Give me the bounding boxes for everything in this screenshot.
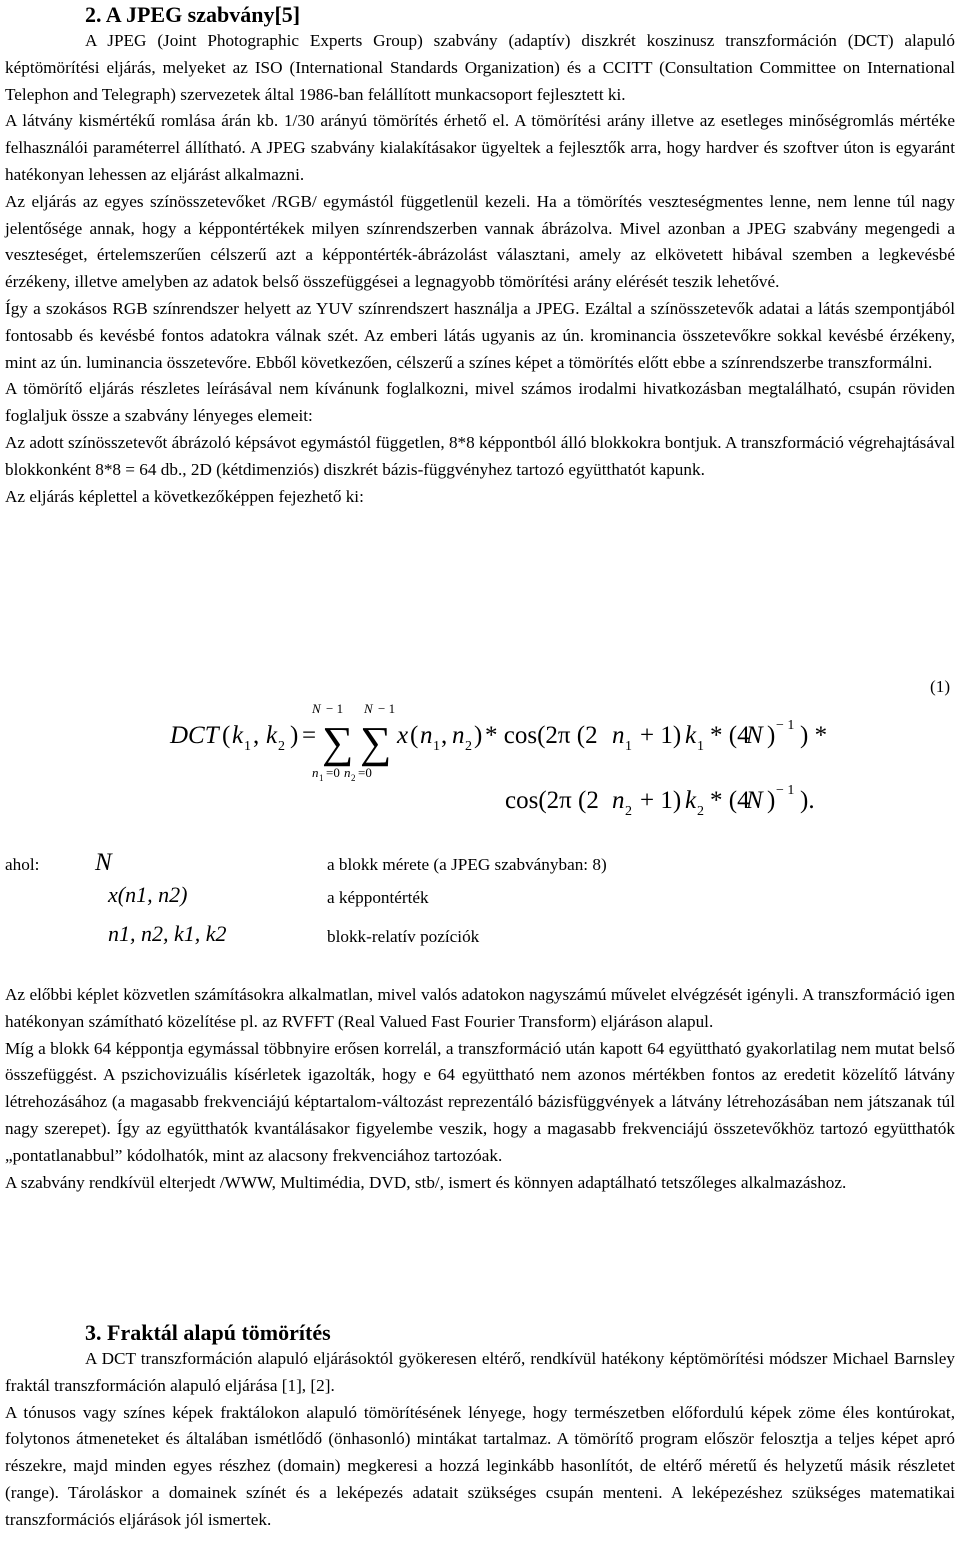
svg-text:− 1: − 1 [776,718,795,733]
section-3 [5,1320,955,1534]
svg-text:2: 2 [625,804,632,819]
svg-text:,: , [253,722,260,749]
svg-text:(: ( [222,722,231,749]
where-desc-n: a blokk mérete (a JPEG szabványban: 8) [327,855,607,874]
svg-text:2: 2 [351,773,356,783]
svg-text:cos(2π (2: cos(2π (2 [505,787,599,814]
where-desc-positions: blokk-relatív pozíciók [327,927,480,946]
svg-text:∑: ∑ [360,718,392,767]
svg-text:) *: ) * [800,722,828,749]
svg-text:N: N [746,787,763,814]
paragraph-color-components: Az eljárás az egyes színösszetevőket /RGB/ egymástól függetlenül kezeli. Ha a tömörítés veszteségmentes lenne, nem lenne túl nagy jelentősége annak, hogy a képpontértékek milyen színrendszerben vannak ábrázolva. Mivel azonban a JPEG szabvány megengedi a veszteséget, értelemszerűen célszerű azt a képpontérték-ábrázolást választani, amely az elkövetett hibával szemben a legkevésbé érzékeny, illetve amelyben az adatok belső összefüggései a legnagyobb tömörítési arány elérését teszik lehetővé. [5,191,955,292]
section-3-heading: 3. Fraktál alapú tömörítés [85,1320,331,1345]
where-row-positions [5,921,955,955]
where-desc-x: a képpontérték [327,888,429,907]
svg-text:k: k [232,722,244,749]
svg-text:− 1: − 1 [378,701,396,716]
svg-text:n: n [612,722,625,749]
where-label: ahol: [5,855,40,874]
svg-text:1: 1 [319,773,324,783]
where-row-x [5,882,955,916]
paragraph-intro: A JPEG (Joint Photographic Experts Group) szabvány (adaptív) diszkrét koszinusz transzformáción (DCT) alapuló képtömörítési eljárás, melyeket az ISO (International Standards Organization) és a CCITT (Consultation Committee on International Telephon and Telegraph) szervezetek által 1986-ban felállított munkacsoport fejlesztett ki. [5,31,955,104]
where-symbol-n: N [95,849,112,876]
svg-text:* cos(2π (2: * cos(2π (2 [485,722,598,749]
section-2 [5,2,955,510]
svg-text:).: ). [800,787,815,814]
svg-text:): ) [290,722,299,749]
svg-text:+ 1): + 1) [640,787,682,814]
where-symbol-positions: n1, n2, k1, k2 [108,921,227,946]
svg-text:∑: ∑ [322,718,354,767]
svg-text:k: k [685,787,697,814]
equation-number: (1) [930,677,951,696]
svg-text:x: x [397,722,409,749]
svg-text:n: n [344,765,351,780]
svg-text:2: 2 [697,804,704,819]
svg-text:1: 1 [433,739,440,754]
paragraph-blocks: Az adott színösszetevőt ábrázoló képsávot egymástól független, 8*8 képpontból álló blokkokra bontjuk. A transzformáció végrehajtásával blokkonként 8*8 = 64 db., 2D (kétdimenziós) diszkrét bázis-függvényhez tartozó együtthatót kapunk. [5,432,955,479]
svg-text:): ) [767,722,776,749]
svg-text:N: N [364,701,373,716]
paragraph-yuv: Így a szokásos RGB színrendszer helyett az YUV színrendszert használja a JPEG. Ezáltal a színösszetevők adatai a látás szempontjából fontosabb és kevésbé fontos adatokra válnak szét. Az emberi látás ugyanis az ún. krominancia összetevőkre sokkal kevésbé érzékeny, mint az ún. luminancia összetevőre. Ebből következően, célszerű a színes képet a tömörítés előtt ebbe a színrendszerbe transzformálni. [5,298,955,372]
svg-text:): ) [474,722,483,749]
section-2-heading: 2. A JPEG szabvány[5] [85,2,301,27]
svg-text:1: 1 [244,739,251,754]
paragraph-adoption: A szabvány rendkívül elterjedt /WWW, Multimédia, DVD, stb/, ismert és könnyen adaptálható tetszőleges alkalmazáshoz. [5,1172,847,1192]
svg-text:n: n [312,765,319,780]
svg-text:n: n [452,722,465,749]
svg-text:* (4: * (4 [710,722,750,749]
svg-text:2: 2 [465,739,472,754]
svg-text:,: , [441,722,448,749]
svg-text:): ) [767,787,776,814]
svg-text:=0: =0 [358,765,372,780]
svg-text:2: 2 [278,739,285,754]
svg-text:k: k [266,722,278,749]
svg-text:(: ( [410,722,419,749]
svg-text:n: n [612,787,625,814]
svg-text:k: k [685,722,697,749]
svg-text:n: n [420,722,433,749]
svg-text:N: N [746,722,763,749]
paragraph-fractal-intro: A DCT transzformáción alapuló eljárásoktól gyökeresen eltérő, rendkívül hatékony képtömörítési módszer Michael Barnsley fraktál transzformáción alapuló eljárása [1], [2]. [5,1349,955,1395]
svg-text:1: 1 [697,739,704,754]
svg-text:+ 1): + 1) [640,722,682,749]
svg-text:=0: =0 [326,765,340,780]
where-row-n [5,849,955,883]
svg-text:=: = [302,722,317,749]
paragraph-formula-intro: Az eljárás képlettel a következőképpen fejezhető ki: [5,486,364,506]
svg-text:N: N [312,701,321,716]
svg-text:− 1: − 1 [326,701,344,716]
svg-text:1: 1 [625,739,632,754]
paragraph-summary: A tömörítő eljárás részletes leírásával nem kívánunk foglalkozni, mivel számos irodalmi hivatkozásban megtalálható, csupán röviden foglaljuk össze a szabvány lényeges elemeit: [5,379,955,426]
svg-text:− 1: − 1 [776,783,795,798]
paragraph-compression-ratio: A látvány kismértékű romlása árán kb. 1/30 arányú tömörítés érhető el. A tömörítési arány illetve az esetleges minőségromlás mértéke felhasználói paraméterrel állítható. A JPEG szabvány kialakításakor ügyeltek a fejlesztők arra, hogy hardver és szoftver úton is egyaránt hatékonyan lehessen az eljárást alkalmazni. [5,111,955,184]
paragraph-fractal-essence: A tónusos vagy színes képek fraktálokon alapuló tömörítésének lényege, hogy természetben előfordulú képek zöme éles kontúrokat, folytonos átmeneteket és általában ismétlődő (önhasonló) mintákat tartalmaz. A tömörítő program először felosztja a teljes képet apró részekre, majd minden egyes részhez (domain) megkeresi a hozzá leginkább hasonlítót, de eltérő méretű és helyzetű másik részletet (range). Tároláskor a domainek színét és a leképezés adatait szükséges csupán menteni. A leképezéshez szükséges matematikai transzformációs eljárások jól ismertek. [5,1402,955,1529]
svg-text:DCT: DCT [170,722,219,749]
svg-text:* (4: * (4 [710,787,750,814]
where-symbol-x: x(n1, n2) [108,882,188,907]
paragraph-coefficients: Míg a blokk 64 képpontja egymással többnyire erősen korrelál, a transzformáció után kapott 64 együttható gyakorlatilag nem mutat belső összefüggést. A pszichovizuális kísérletek igazolták, hogy e 64 együttható nem azonos mértékben fontos az eredetit közelítő látvány létrehozásához (a magasabb frekvenciájú képtartalom-változást reprezentáló bázisfüggvények a látvány létrehozásában nem játszanak túl nagy szerepet). Így az együtthatók kvantálásakor figyelembe veszik, hogy a magasabb frekvenciájú összetevőkhöz tartozó együtthatók „pontatlanabbul” kódolhatók, mint az alacsony frekvenciához tartozóak. [5,1038,955,1165]
section-2-continued [5,982,955,1196]
paragraph-rvfft: Az előbbi képlet közvetlen számításokra alkalmatlan, mivel valós adatokon nagyszámú művelet elvégzését igényli. A transzformáció igen hatékonyan számítható közelítése pl. az RVFFT (Real Valued Fast Fourier Transform) eljáráson alapul. [5,985,955,1031]
